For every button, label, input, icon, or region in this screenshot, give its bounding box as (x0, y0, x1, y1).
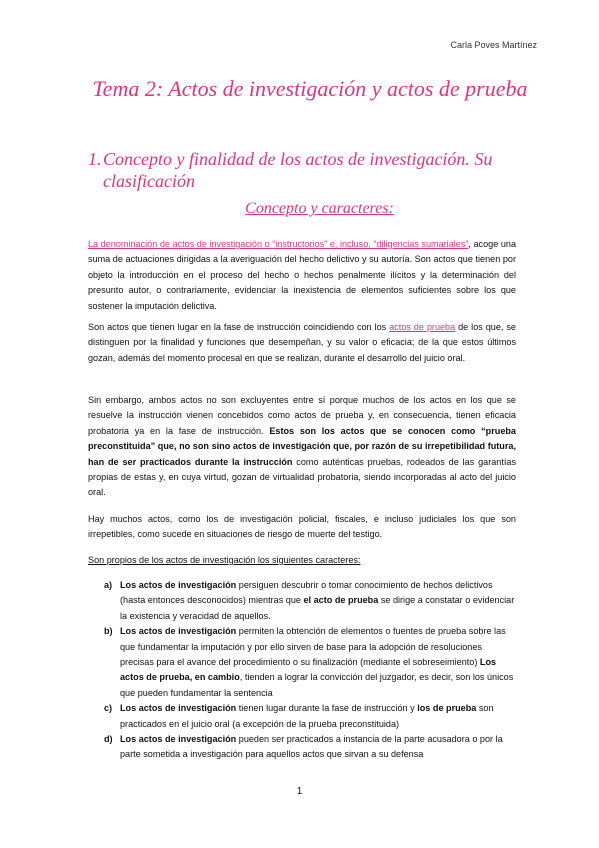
paragraph-1-highlight: La denominación de actos de investigación o “instructorios” e, incluso, “diligencias sumariales” (88, 239, 469, 249)
paragraph-1 (88, 237, 516, 314)
characteristics-list (88, 578, 518, 763)
list-letter: d) (104, 734, 113, 745)
paragraph-3-bold: Estos son los actos que se conocen como “prueba preconstituida” que, no son sino actos de investigación que, por razón de su irrepetibilidad futura, han de ser practicados durante la instrucción (88, 425, 516, 467)
section-heading (88, 148, 528, 192)
list-bold: Los actos de investigación (120, 626, 237, 637)
list-item (88, 701, 518, 732)
list-bold: Los actos de investigación (120, 734, 237, 745)
paragraph-4: Hay muchos actos, como los de investigación policial, fiscales, e incluso judiciales los que son irrepetibles, como sucede en situaciones de riesgo de muerte del testigo. (88, 514, 516, 540)
list-item (88, 732, 518, 763)
page-number: 1 (296, 786, 303, 797)
subheading: Concepto y caracteres: (245, 200, 394, 217)
list-letter: b) (104, 626, 113, 637)
list-bold: Los actos de investigación (120, 580, 237, 590)
paragraph-2-text-a: Son actos que tienen lugar en la fase de instrucción coincidiendo con los (88, 322, 390, 332)
list-text: permiten la obtención de elementos o fuentes de prueba sobre las que fundamentar la imputación y por ello sirven de base para la adopción de resoluciones precisas para el avance del procedimiento o su finalización (mediante el sobreseimiento) (120, 626, 506, 668)
document-title: Tema 2: Actos de investigación y actos de prueba (92, 76, 528, 101)
paragraph-3 (88, 393, 516, 501)
list-text: son practicados en el juicio oral (a excepción de la prueba preconstituida) (120, 703, 494, 729)
list-text: tienen lugar durante la fase de instrucción y (236, 703, 418, 714)
list-item (88, 578, 518, 624)
paragraph-2-text-b: de los que, se distinguen por la finalidad y funciones que desempeñan, y su valor o eficacia; de la que estos últimos gozan, además del momento procesal en que se realizan, durante el desarrollo del juicio oral. (88, 322, 516, 363)
paragraph-5: Son propios de los actos de investigación los siguientes caracteres: (88, 555, 361, 565)
list-bold: Los actos de prueba, en cambio (120, 657, 497, 683)
list-text: se dirige a constatar o evidenciar la existencia y veracidad de aquellos. (120, 595, 515, 621)
list-bold: Los actos de investigación (120, 703, 237, 714)
section-heading-text: Concepto y finalidad de los actos de investigación. Su clasificación (103, 149, 493, 191)
list-text: , tienden a lograr la convicción del juzgador, es decir, son los únicos que pueden fundamentar la sentencia (120, 672, 514, 698)
list-letter: c) (104, 703, 113, 714)
paragraph-2-highlight: actos de prueba (389, 322, 456, 332)
paragraph-3-text-b: como auténticas pruebas, rodeados de las garantías propias de estas y, en cuya virtud, gozan de virtualidad probatoria, siendo incorporadas al acto del juicio oral. (88, 456, 516, 498)
paragraph-1-text: , acoge una suma de actuaciones dirigidas a la averiguación del hecho delictivo y su autoría. Son actos que tienen por objeto la introducción en el proceso del hecho o hechos penalmente ilícitos y la determinación del presunto autor, o contrariamente, evidenciar la inexistencia de elementos suficientes sobre los que sostener la imputación delictiva. (88, 239, 517, 311)
paragraph-3-text-a: Sin embargo, ambos actos no son excluyentes entre sí porque muchos de los actos en los que se resuelve la instrucción vienen concebidos como actos de prueba y, en consecuencia, tienen eficacia probatoria ya en la fase de instrucción. (88, 395, 516, 436)
list-bold: el acto de prueba (303, 595, 379, 606)
list-item (88, 624, 518, 701)
paragraph-2 (88, 320, 516, 366)
author-header: Carla Poves Martínez (450, 40, 537, 50)
list-text: pueden ser practicados a instancia de la parte acusadora o por la parte sometida a investigación para aquellos actos que sirvan a su defensa (120, 734, 503, 760)
list-bold: los de prueba (417, 703, 477, 714)
list-text: persiguen descubrir o tomar conocimiento de hechos delictivos (hasta entonces desconocidos) mientras que (120, 580, 493, 606)
section-number: 1. (88, 149, 102, 169)
list-letter: a) (104, 580, 113, 590)
